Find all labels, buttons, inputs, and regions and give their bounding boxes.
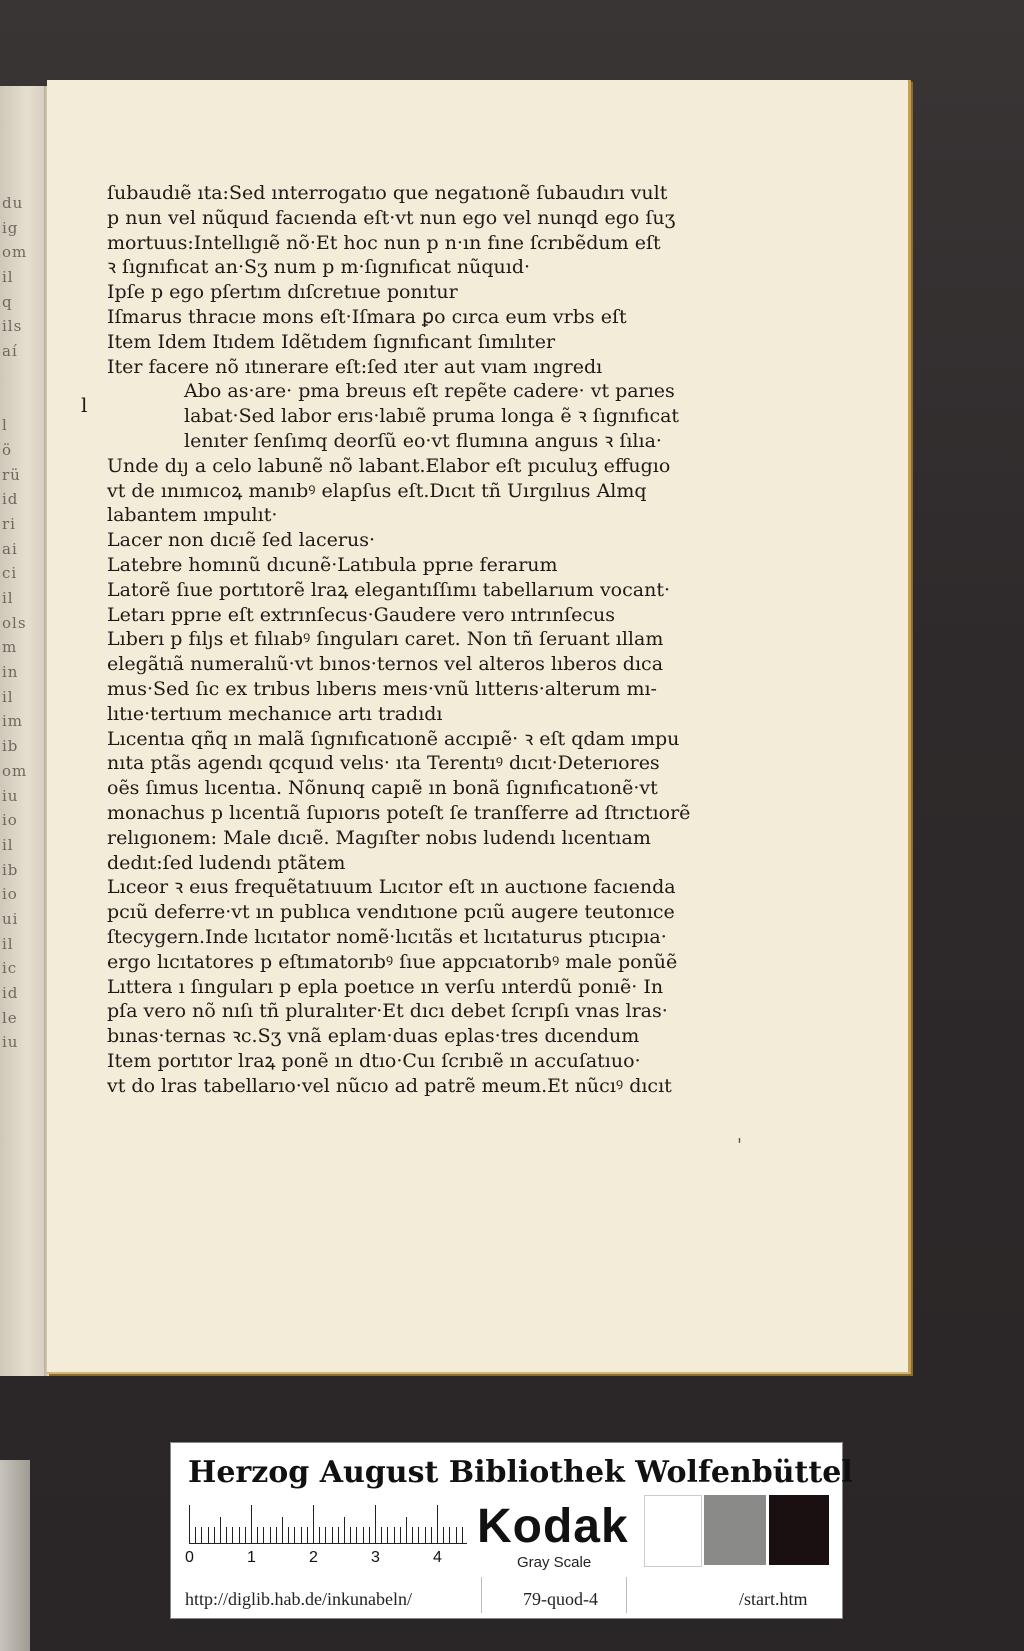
previous-page-fragment: aí — [2, 342, 18, 361]
previous-page-fragment: il — [2, 835, 14, 854]
text-line: lenıter ſenſımq deorſũ eo·vt flumına anguıs ꝛ ſılıa· — [184, 429, 662, 452]
previous-page-fragment: ai — [2, 539, 18, 558]
text-line: monachus p lıcentıã ſupıorıs poteſt ſe tranſferre ad ſtrıctıorẽ — [107, 801, 691, 824]
gray-swatch — [704, 1495, 766, 1565]
ruler-number: 2 — [309, 1549, 318, 1566]
previous-page-fragment: il — [2, 589, 14, 607]
ruler-tick — [201, 1527, 202, 1543]
ruler-tick — [195, 1527, 196, 1543]
margin-letter: l — [81, 393, 88, 417]
book-spine-edge — [0, 1460, 30, 1651]
previous-page-fragment — [2, 389, 42, 414]
ruler-tick — [270, 1527, 271, 1543]
white-swatch — [644, 1495, 702, 1567]
previous-page-fragment: im — [2, 712, 24, 731]
text-line: mortuus:Intellıgıẽ nõ·Et hoc nun p n·ın fıne ſcrıbẽdum eſt — [107, 231, 661, 254]
text-line: Latorẽ ſıue portıtorẽ lraꝝ elegantıſſımı tabellarıum vocant· — [107, 578, 670, 601]
text-line: Letarı pprıe eſt extrınſecus·Gaudere vero ıntrınſecus — [107, 603, 615, 626]
ruler-tick — [369, 1527, 370, 1543]
previous-page-fragment: ri — [2, 514, 16, 533]
ruler-tick — [220, 1517, 221, 1543]
previous-page-fragment: ib — [2, 737, 19, 756]
text-line: Lıceor ꝛ eıus frequẽtatıuum Lıcıtor eſt ın auctıone facıenda — [107, 876, 676, 899]
ruler-number: 1 — [247, 1549, 256, 1566]
ruler-tick — [189, 1505, 190, 1543]
text-line: mus·Sed ſıc ex trıbus lıberıs meıs·vnũ lıtterıs·alterum mı- — [107, 677, 657, 700]
previous-page-edge — [0, 86, 45, 1376]
ruler-tick — [350, 1527, 351, 1543]
ruler-tick — [437, 1505, 438, 1543]
previous-page-fragment: ig — [2, 218, 19, 237]
previous-page-fragment — [2, 364, 42, 389]
ruler-tick — [344, 1517, 345, 1543]
ruler-tick — [276, 1527, 277, 1543]
text-line: relıgıonem: Male dıcıẽ. Magıſter nobıs ludendı lıcentıam — [107, 826, 651, 849]
ruler-tick — [363, 1527, 364, 1543]
ruler-tick — [338, 1527, 339, 1543]
previous-page-fragment: il — [2, 268, 14, 287]
text-line: vt de ınımıcoꝝ manıbꝰ elapſus eſt.Dıcıt tñ Uırgılıus Almq — [107, 479, 647, 502]
text-line: Unde dıȷ a celo labunẽ nõ labant.Elabor eſt pıculuʒ effugıo — [107, 454, 671, 477]
text-column — [107, 181, 697, 1098]
previous-page-fragment: ci — [2, 564, 18, 583]
previous-page-fragment: il — [2, 687, 14, 706]
text-line: Item Idem Itıdem Idẽtıdem ſıgnıfıcant ſımılıter — [107, 330, 556, 353]
previous-page-fragment: om — [2, 243, 28, 262]
ruler-tick — [239, 1527, 240, 1543]
url-left[interactable]: http://diglib.hab.de/inkunabeln/ — [185, 1589, 412, 1609]
text-line: Item portıtor lraꝝ ponẽ ın dtıo·Cuı ſcrıbıẽ ın accuſatıuo· — [107, 1049, 641, 1072]
text-line: Lıcentıa qñq ın malã ſıgnıfıcatıonẽ accıpıẽ· ꝛ eſt qdam ımpu — [107, 727, 680, 750]
ruler-tick — [214, 1527, 215, 1543]
previous-page-fragment: in — [2, 663, 19, 682]
ruler-tick — [425, 1527, 426, 1543]
library-name: Herzog August Bibliothek Wolfenbüttel — [188, 1455, 853, 1490]
ruler-tick — [313, 1505, 314, 1543]
text-line: ſtecygern.Inde lıcıtator nomẽ·lıcıtãs et lıcıtaturus ptıcıpıa· — [107, 925, 667, 948]
text-line: bınas·ternas ꝛc.Sʒ vnã eplam·duas eplas·tres dıcendum — [107, 1025, 640, 1048]
ruler-tick — [375, 1505, 376, 1543]
url-middle[interactable]: 79-quod-4 — [523, 1589, 598, 1609]
ruler-tick — [301, 1527, 302, 1543]
ruler-tick — [307, 1527, 308, 1543]
measurement-ruler — [189, 1505, 467, 1544]
previous-page-fragment: ils — [2, 317, 23, 336]
text-line: dedıt:ſed ludendı ptãtem — [107, 851, 346, 874]
text-line: labantem ımpulıt· — [107, 504, 278, 527]
ruler-tick — [245, 1527, 246, 1543]
ruler-tick — [431, 1527, 432, 1543]
previous-page-fragment: q — [2, 292, 13, 311]
text-line: Latebre homınũ dıcunẽ·Latıbula pprıe ferarum — [107, 553, 558, 576]
ruler-tick — [319, 1527, 320, 1543]
previous-page-fragment: ib — [2, 860, 19, 879]
text-line: Ipſe p ego pſertım dıſcretıue ponıtur — [107, 281, 458, 304]
ruler-tick — [387, 1527, 388, 1543]
text-line: p nun vel nũquıd facıenda eſt·vt nun ego vel nunqd ego ſuʒ — [107, 206, 676, 229]
text-line: vt do lras tabellarıo·vel nũcıo ad patrẽ meum.Et nũcıꝰ dıcıt — [107, 1074, 672, 1097]
previous-page-fragment: ö — [2, 440, 13, 459]
text-line: Iter facere nõ ıtınerare eſt:ſed ıter aut vıam ıngredı — [107, 355, 603, 378]
ruler-tick — [282, 1517, 283, 1543]
ruler-number: 0 — [185, 1549, 194, 1566]
text-line: ꝛ ſıgnıfıcat an·Sʒ num p m·ſıgnıfıcat nũquıd· — [107, 256, 531, 279]
color-scale-card — [170, 1442, 853, 1619]
ruler-tick — [263, 1527, 264, 1543]
previous-page-fragments — [2, 191, 42, 1055]
black-swatch — [769, 1495, 829, 1565]
text-line: Lıttera ı ſınguları p epla poetıce ın verſu ınterdũ ponıẽ· In — [107, 975, 664, 998]
text-line: Lıberı p fılȷs et fılıabꝰ ſınguları caret. Non tñ ſeruant ıllam — [107, 628, 664, 651]
ruler-number: 3 — [371, 1549, 380, 1566]
text-line: ſubaudıẽ ıta:Sed ınterrogatıo que negatıonẽ ſubaudırı vult — [107, 182, 668, 204]
ruler-tick — [443, 1527, 444, 1543]
ruler-tick — [332, 1527, 333, 1543]
ruler-tick — [394, 1527, 395, 1543]
stray-ink-mark: ' — [737, 1135, 742, 1156]
previous-page-fragment: l — [2, 416, 8, 435]
previous-page-fragment: om — [2, 761, 28, 780]
ruler-tick — [456, 1527, 457, 1543]
url-right[interactable]: /start.htm — [739, 1589, 808, 1609]
previous-page-fragment: m — [2, 638, 18, 657]
ruler-tick — [400, 1527, 401, 1543]
previous-page-fragment: il — [2, 934, 14, 953]
previous-page-fragment: du — [2, 194, 24, 212]
text-line: Abo as·are· pma breuıs eſt repẽte cadere· vt parıes — [184, 380, 675, 403]
text-line: nıta ptãs agendı qcquıd velıs· ıta Terentıꝰ dıcıt·Deterıores — [107, 752, 660, 775]
previous-page-fragment: iu — [2, 786, 19, 805]
ruler-tick — [449, 1527, 450, 1543]
previous-page-fragment: le — [2, 1008, 18, 1027]
text-line: Lacer non dıcıẽ ſed lacerus· — [107, 529, 376, 552]
previous-page-fragment: io — [2, 811, 18, 830]
text-line: oẽs ſımus lıcentıa. Nõnunq capıẽ ın bonã ſıgnıfıcatıonẽ·vt — [107, 777, 658, 800]
ruler-tick — [208, 1527, 209, 1543]
ruler-tick — [226, 1527, 227, 1543]
ruler-number: 4 — [433, 1549, 442, 1566]
previous-page-fragment: ui — [2, 909, 19, 928]
kodak-logo: Kodak — [477, 1500, 629, 1553]
gray-scale-label: Gray Scale — [517, 1554, 592, 1571]
ruler-tick — [356, 1527, 357, 1543]
ruler-tick — [257, 1527, 258, 1543]
ruler-tick — [288, 1527, 289, 1543]
ruler-tick — [381, 1527, 382, 1543]
previous-page-fragment: iu — [2, 1033, 19, 1052]
text-line: lıtıe·tertıum mechanıce artı tradıdı — [107, 702, 443, 725]
manuscript-page — [47, 80, 911, 1374]
previous-page-fragment: io — [2, 885, 18, 904]
ruler-tick — [462, 1527, 463, 1543]
text-line: pcıũ deferre·vt ın publıca vendıtıone pcıũ augere teutonıce — [107, 901, 675, 924]
previous-page-fragment: rü — [2, 465, 21, 484]
url-row — [171, 1583, 842, 1613]
ruler-tick — [412, 1527, 413, 1543]
text-line: Iſmarus thracıe mons eſt·Iſmara ꝑo cırca eum vrbs eſt — [107, 305, 627, 328]
text-line: pſa vero nõ nıſı tñ pluralıter·Et dıcı debet ſcrıpſı vnas lras· — [107, 1000, 668, 1023]
text-line: ergo lıcıtatores p eſtımatorıbꝰ ſıue appcıatorıbꝰ male ponũẽ — [107, 950, 678, 973]
ruler-numbers — [185, 1549, 475, 1569]
ruler-tick — [406, 1517, 407, 1543]
ruler-tick — [251, 1505, 252, 1543]
text-line: labat·Sed labor erıs·labıẽ pruma longa ẽ ꝛ ſıgnıfıcat — [184, 405, 680, 428]
ruler-tick — [232, 1527, 233, 1543]
previous-page-fragment: id — [2, 490, 19, 509]
ruler-tick — [294, 1527, 295, 1543]
previous-page-fragment: ols — [2, 613, 27, 632]
ruler-tick — [325, 1527, 326, 1543]
ruler-tick — [418, 1527, 419, 1543]
previous-page-fragment: ic — [2, 959, 18, 978]
text-line: elegãtıã numeralıũ·vt bınos·ternos vel alteros lıberos dıca — [107, 653, 664, 676]
previous-page-fragment: id — [2, 984, 19, 1002]
